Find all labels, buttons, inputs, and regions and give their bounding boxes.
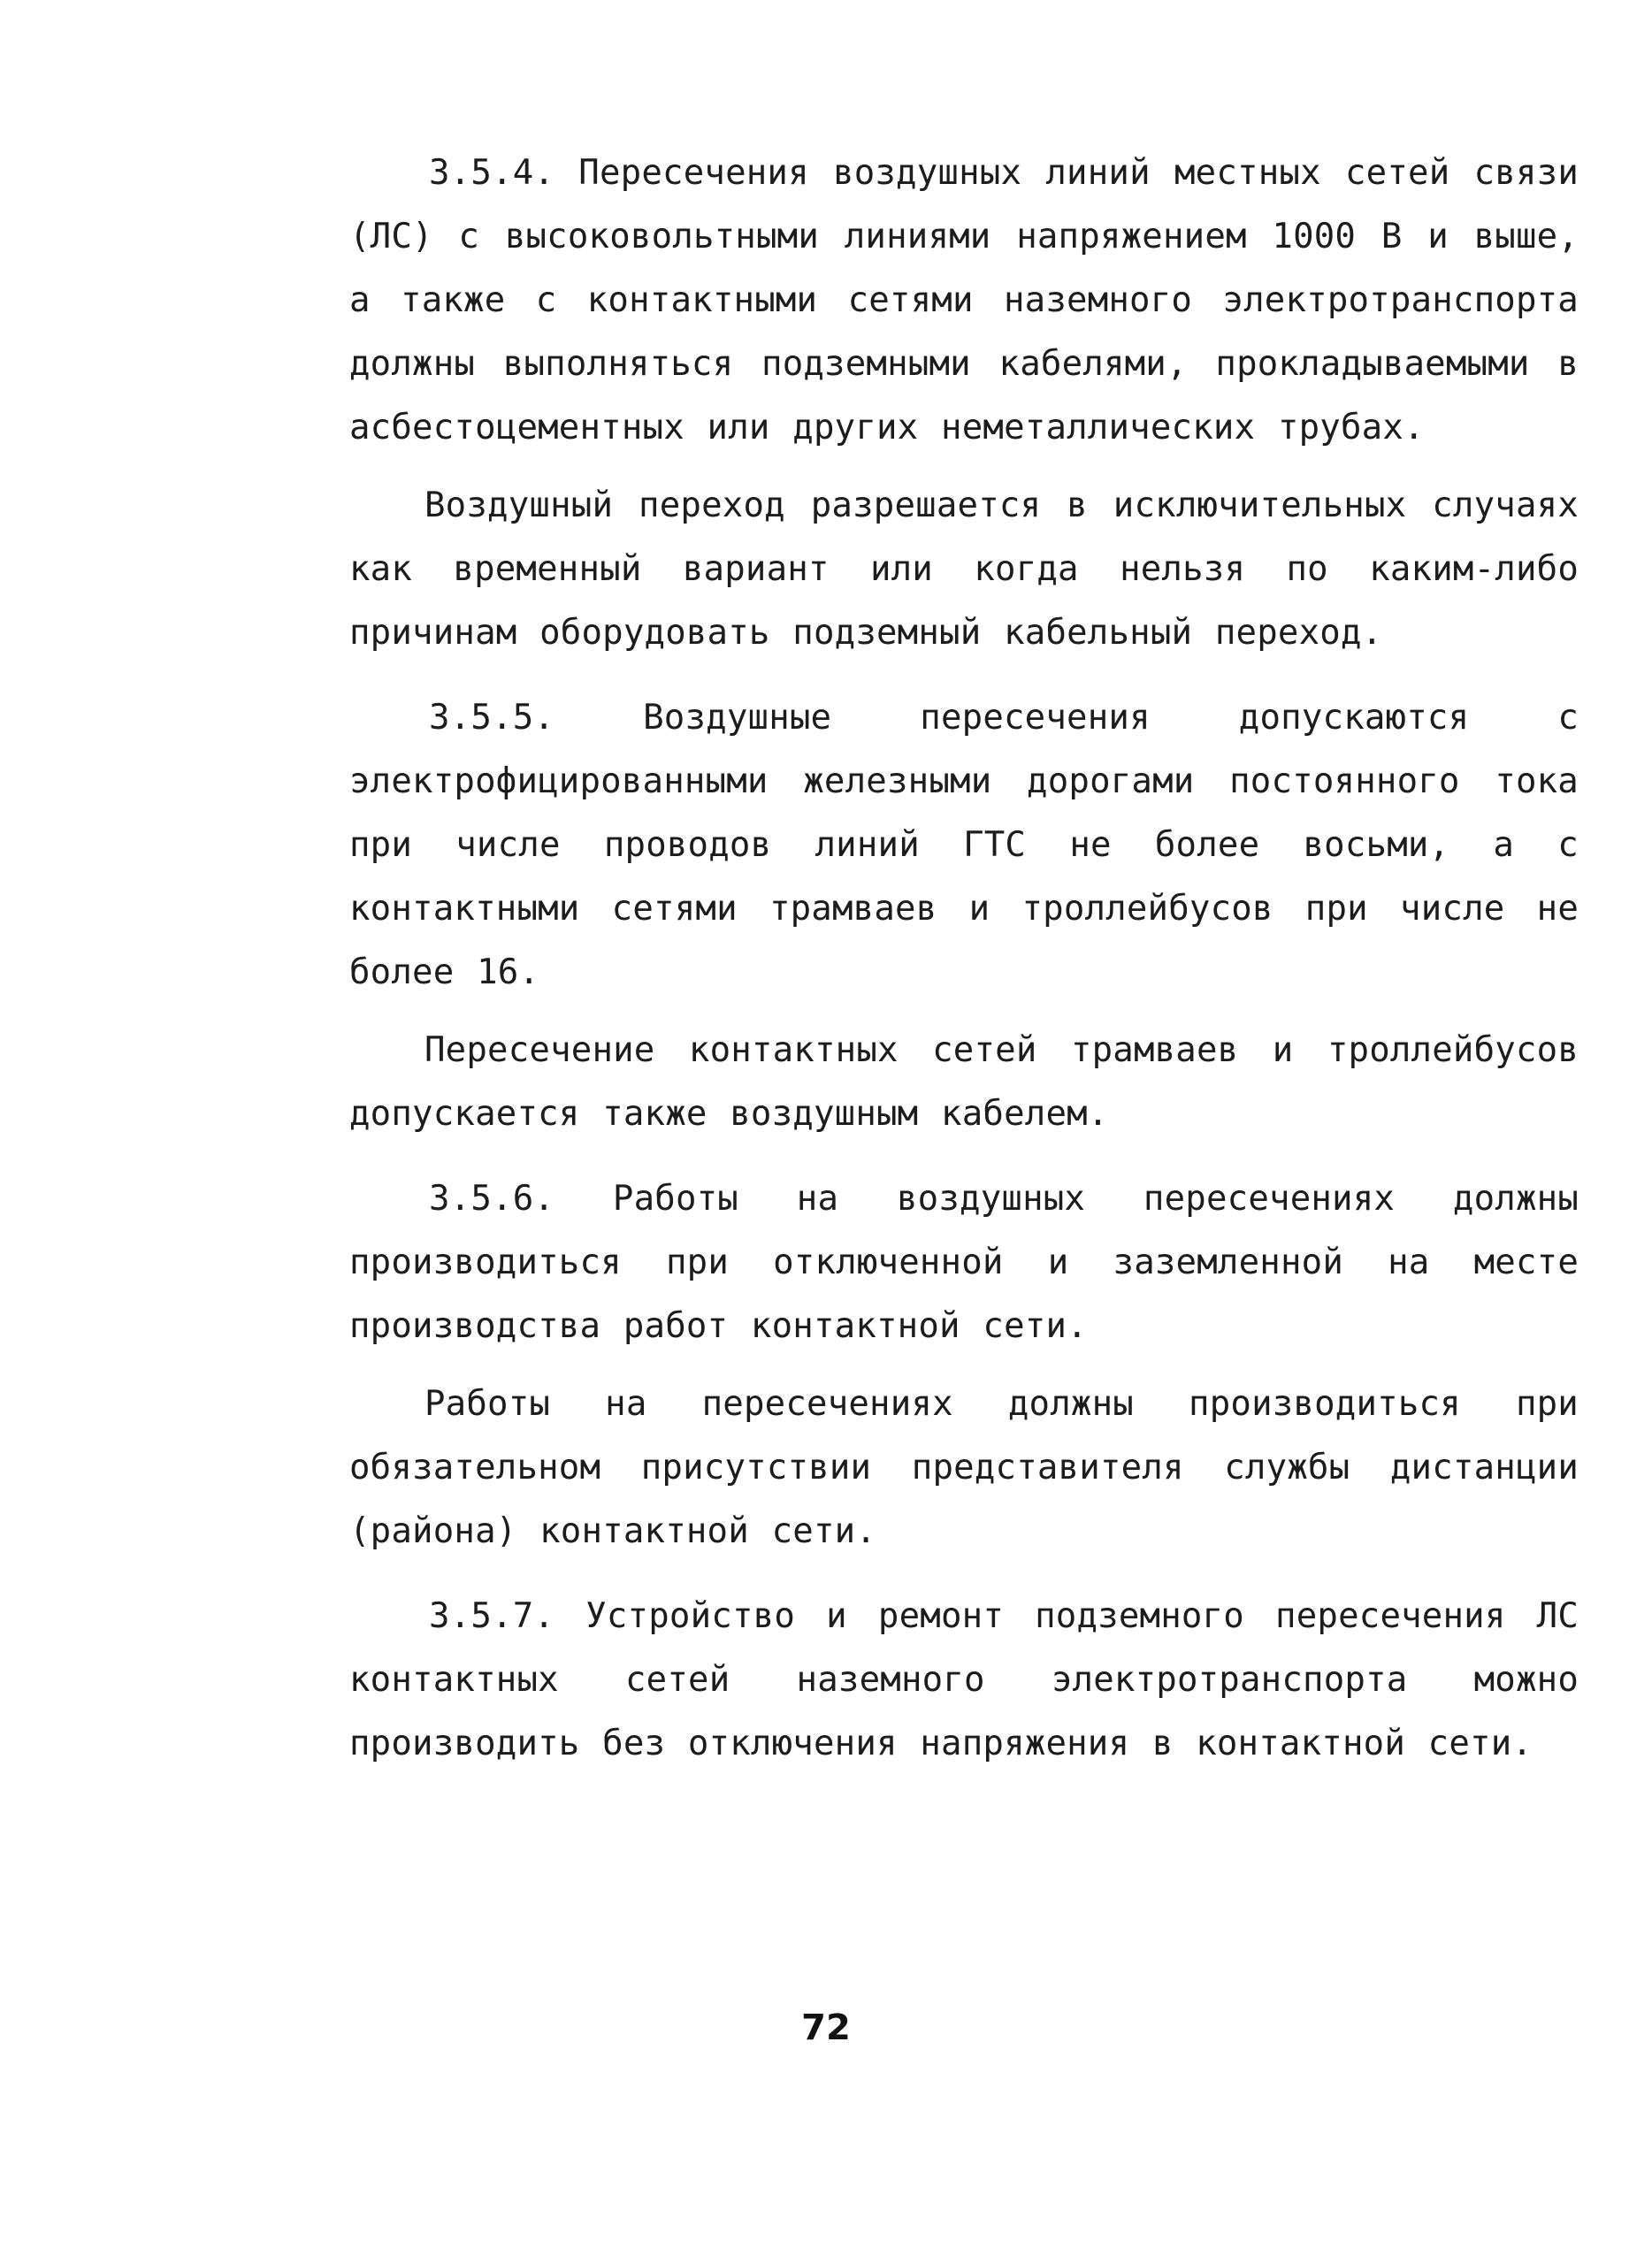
paragraph-air-crossing: Воздушный переход разрешается в исключительных случаях как временный вариант или когда нельзя по каким-либо причинам оборудовать подземный кабельный переход. (349, 486, 1579, 653)
paragraph-3-5-7: 3.5.7. Устройство и ремонт подземного пересечения ЛС контактных сетей наземного электротранспорта можно производить без отключения напряжения в контактной сети. (349, 1596, 1579, 1763)
document-body (349, 141, 1579, 1776)
paragraph-3-5-4: 3.5.4. Пересечения воздушных линий местных сетей связи (ЛС) с высоковольтными линиями напряжением 1000 В и выше, а также с контактными сетями наземного электротранспорта должны выполняться подземными кабелями, прокладываемыми в асбестоцементных или других неметаллических трубах. (349, 153, 1579, 447)
paragraph-works-presence: Работы на пересечениях должны производиться при обязательном присутствии представителя службы дистанции (района) контактной сети. (349, 1384, 1579, 1551)
page-number: 72 (801, 2007, 851, 2048)
paragraph-3-5-5: 3.5.5. Воздушные пересечения допускаются с электрофицированными железными дорогами постоянного тока при числе проводов линий ГТС не более восьми, а с контактными сетями трамваев и троллейбусов при числе не более 16. (349, 698, 1579, 992)
paragraph-trolley-crossing: Пересечение контактных сетей трамваев и троллейбусов допускается также воздушным кабелем. (349, 1030, 1579, 1134)
paragraph-3-5-6: 3.5.6. Работы на воздушных пересечениях должны производиться при отключенной и заземленной на месте производства работ контактной сети. (349, 1179, 1579, 1346)
